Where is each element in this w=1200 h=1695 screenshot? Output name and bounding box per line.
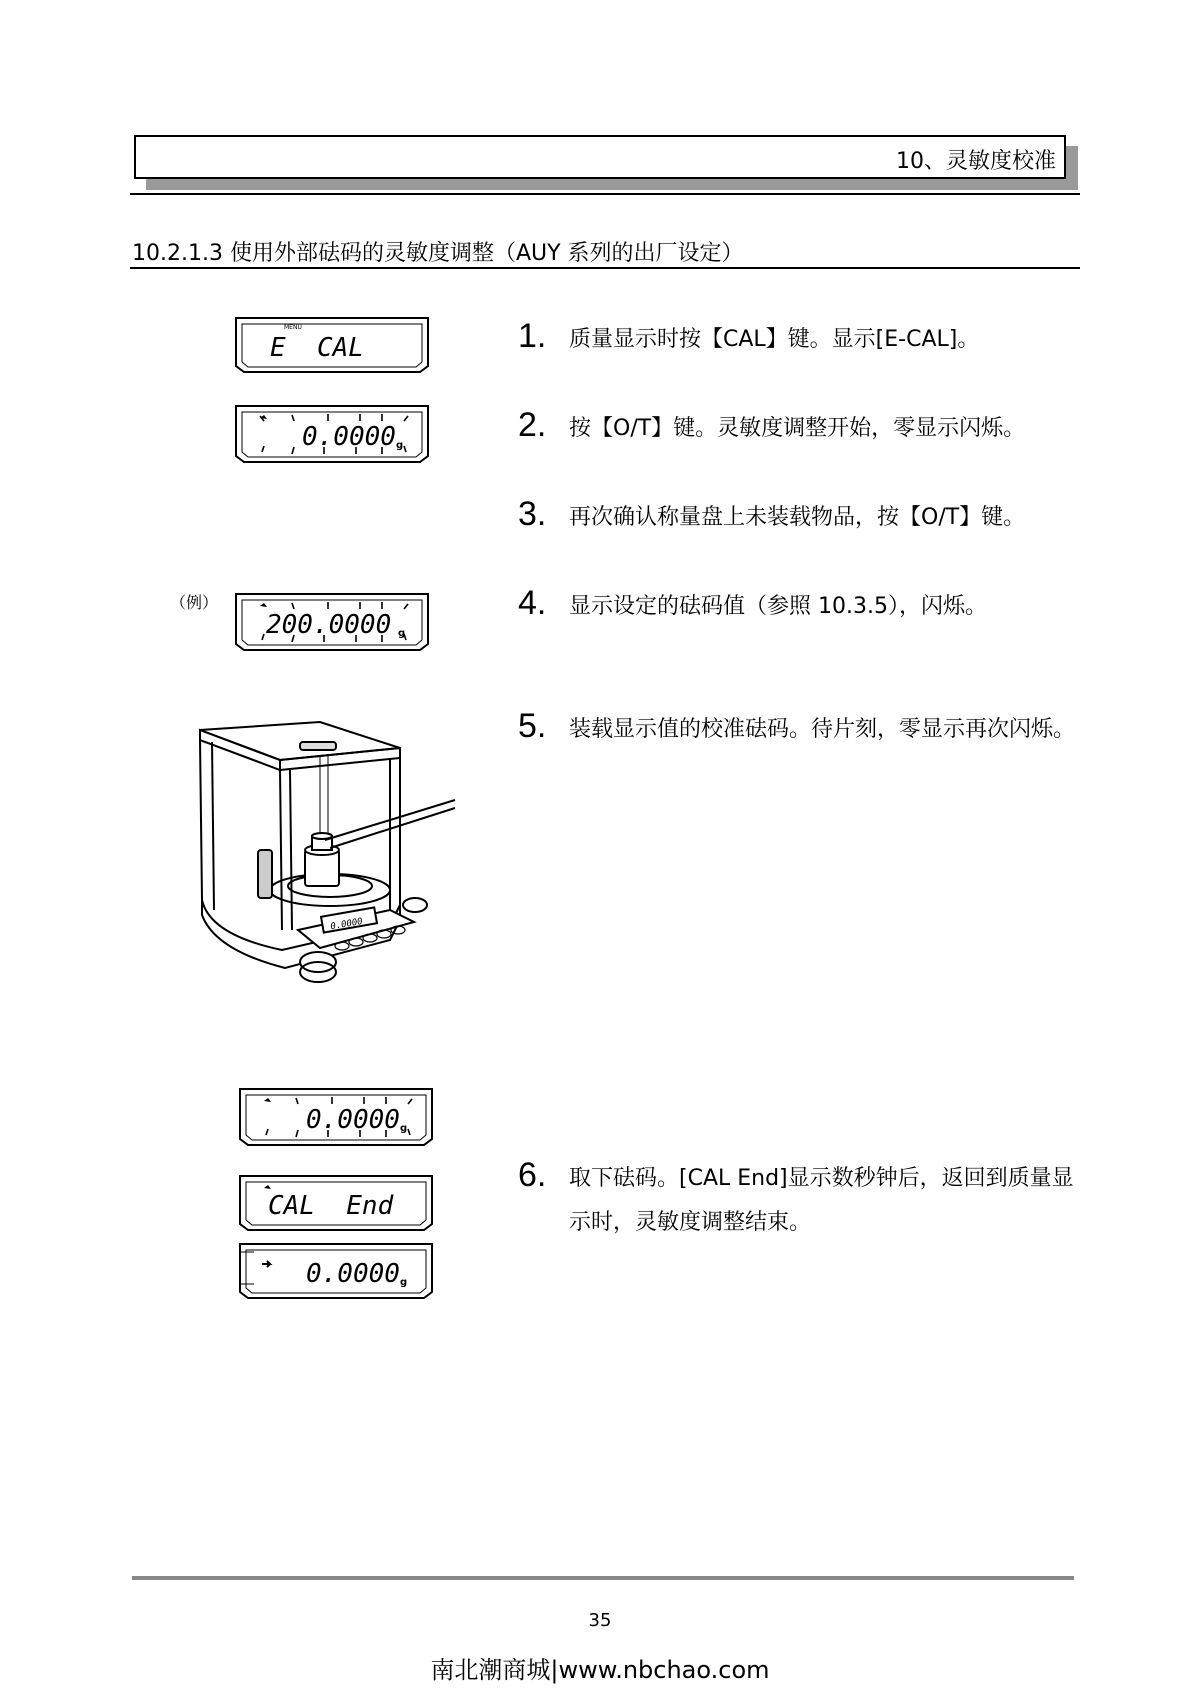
lcd-zero-flashing-again <box>236 1085 436 1149</box>
lcd-value: 200.0000 <box>266 610 392 640</box>
step-2 <box>518 407 1088 451</box>
footer-rule <box>132 1576 1074 1580</box>
lcd-value: 0.0000 <box>306 1259 400 1289</box>
step-text: 装载显示值的校准砝码。待片刻，零显示再次闪烁。 <box>569 717 1076 742</box>
chapter-header <box>134 135 1066 179</box>
watermark: 南北潮商城|www.nbchao.com <box>430 1656 770 1684</box>
step-number: 4. <box>518 584 547 622</box>
step-number: 3. <box>518 495 547 533</box>
step-number: 2. <box>518 406 547 444</box>
step-text: 显示设定的砝码值（参照 10.3.5），闪烁。 <box>569 594 987 619</box>
step-number: 6. <box>518 1156 547 1194</box>
step-1 <box>518 318 1088 362</box>
lcd-unit: g <box>396 440 404 451</box>
step-5 <box>518 708 1083 752</box>
lcd-unit: g <box>398 628 406 639</box>
lcd-zero-flashing <box>232 402 432 466</box>
chapter-title: 10、灵敏度校准 <box>896 149 1056 174</box>
step-text: 按【O/T】键。灵敏度调整开始，零显示闪烁。 <box>569 416 1026 441</box>
lcd-unit: g <box>400 1277 408 1288</box>
lcd-text: CAL End <box>268 1191 394 1221</box>
example-label: （例） <box>170 593 219 612</box>
step-text: 再次确认称量盘上未装载物品，按【O/T】键。 <box>569 505 1026 530</box>
balance-illustration <box>190 700 460 1044</box>
lcd-ecal <box>232 314 432 374</box>
step-text: 取下砝码。[CAL End]显示数秒钟后，返回到质量显示时，灵敏度调整结束。 <box>569 1166 1074 1235</box>
lcd-text: E CAL <box>270 333 364 363</box>
lcd-weight-value <box>232 590 432 654</box>
step-6 <box>518 1157 1083 1245</box>
section-rule <box>130 267 1080 269</box>
lcd-value: 0.0000 <box>306 1105 400 1135</box>
step-3 <box>518 496 1088 540</box>
section-title: 10.2.1.3 使用外部砝码的灵敏度调整（AUY 系列的出厂设定） <box>132 241 744 266</box>
step-4 <box>518 585 1088 629</box>
header-rule <box>130 193 1080 195</box>
step-number: 5. <box>518 707 547 745</box>
lcd-final <box>236 1240 436 1300</box>
menu-indicator: MENU <box>284 324 302 331</box>
lcd-unit: g <box>400 1123 408 1134</box>
lcd-cal-end <box>236 1172 436 1232</box>
step-text: 质量显示时按【CAL】键。显示[E-CAL]。 <box>569 327 980 352</box>
lcd-value: 0.0000 <box>302 422 396 452</box>
step-number: 1. <box>518 317 547 355</box>
page-number: 35 <box>588 1610 612 1631</box>
balance-readout: 0.0000 <box>329 916 364 933</box>
